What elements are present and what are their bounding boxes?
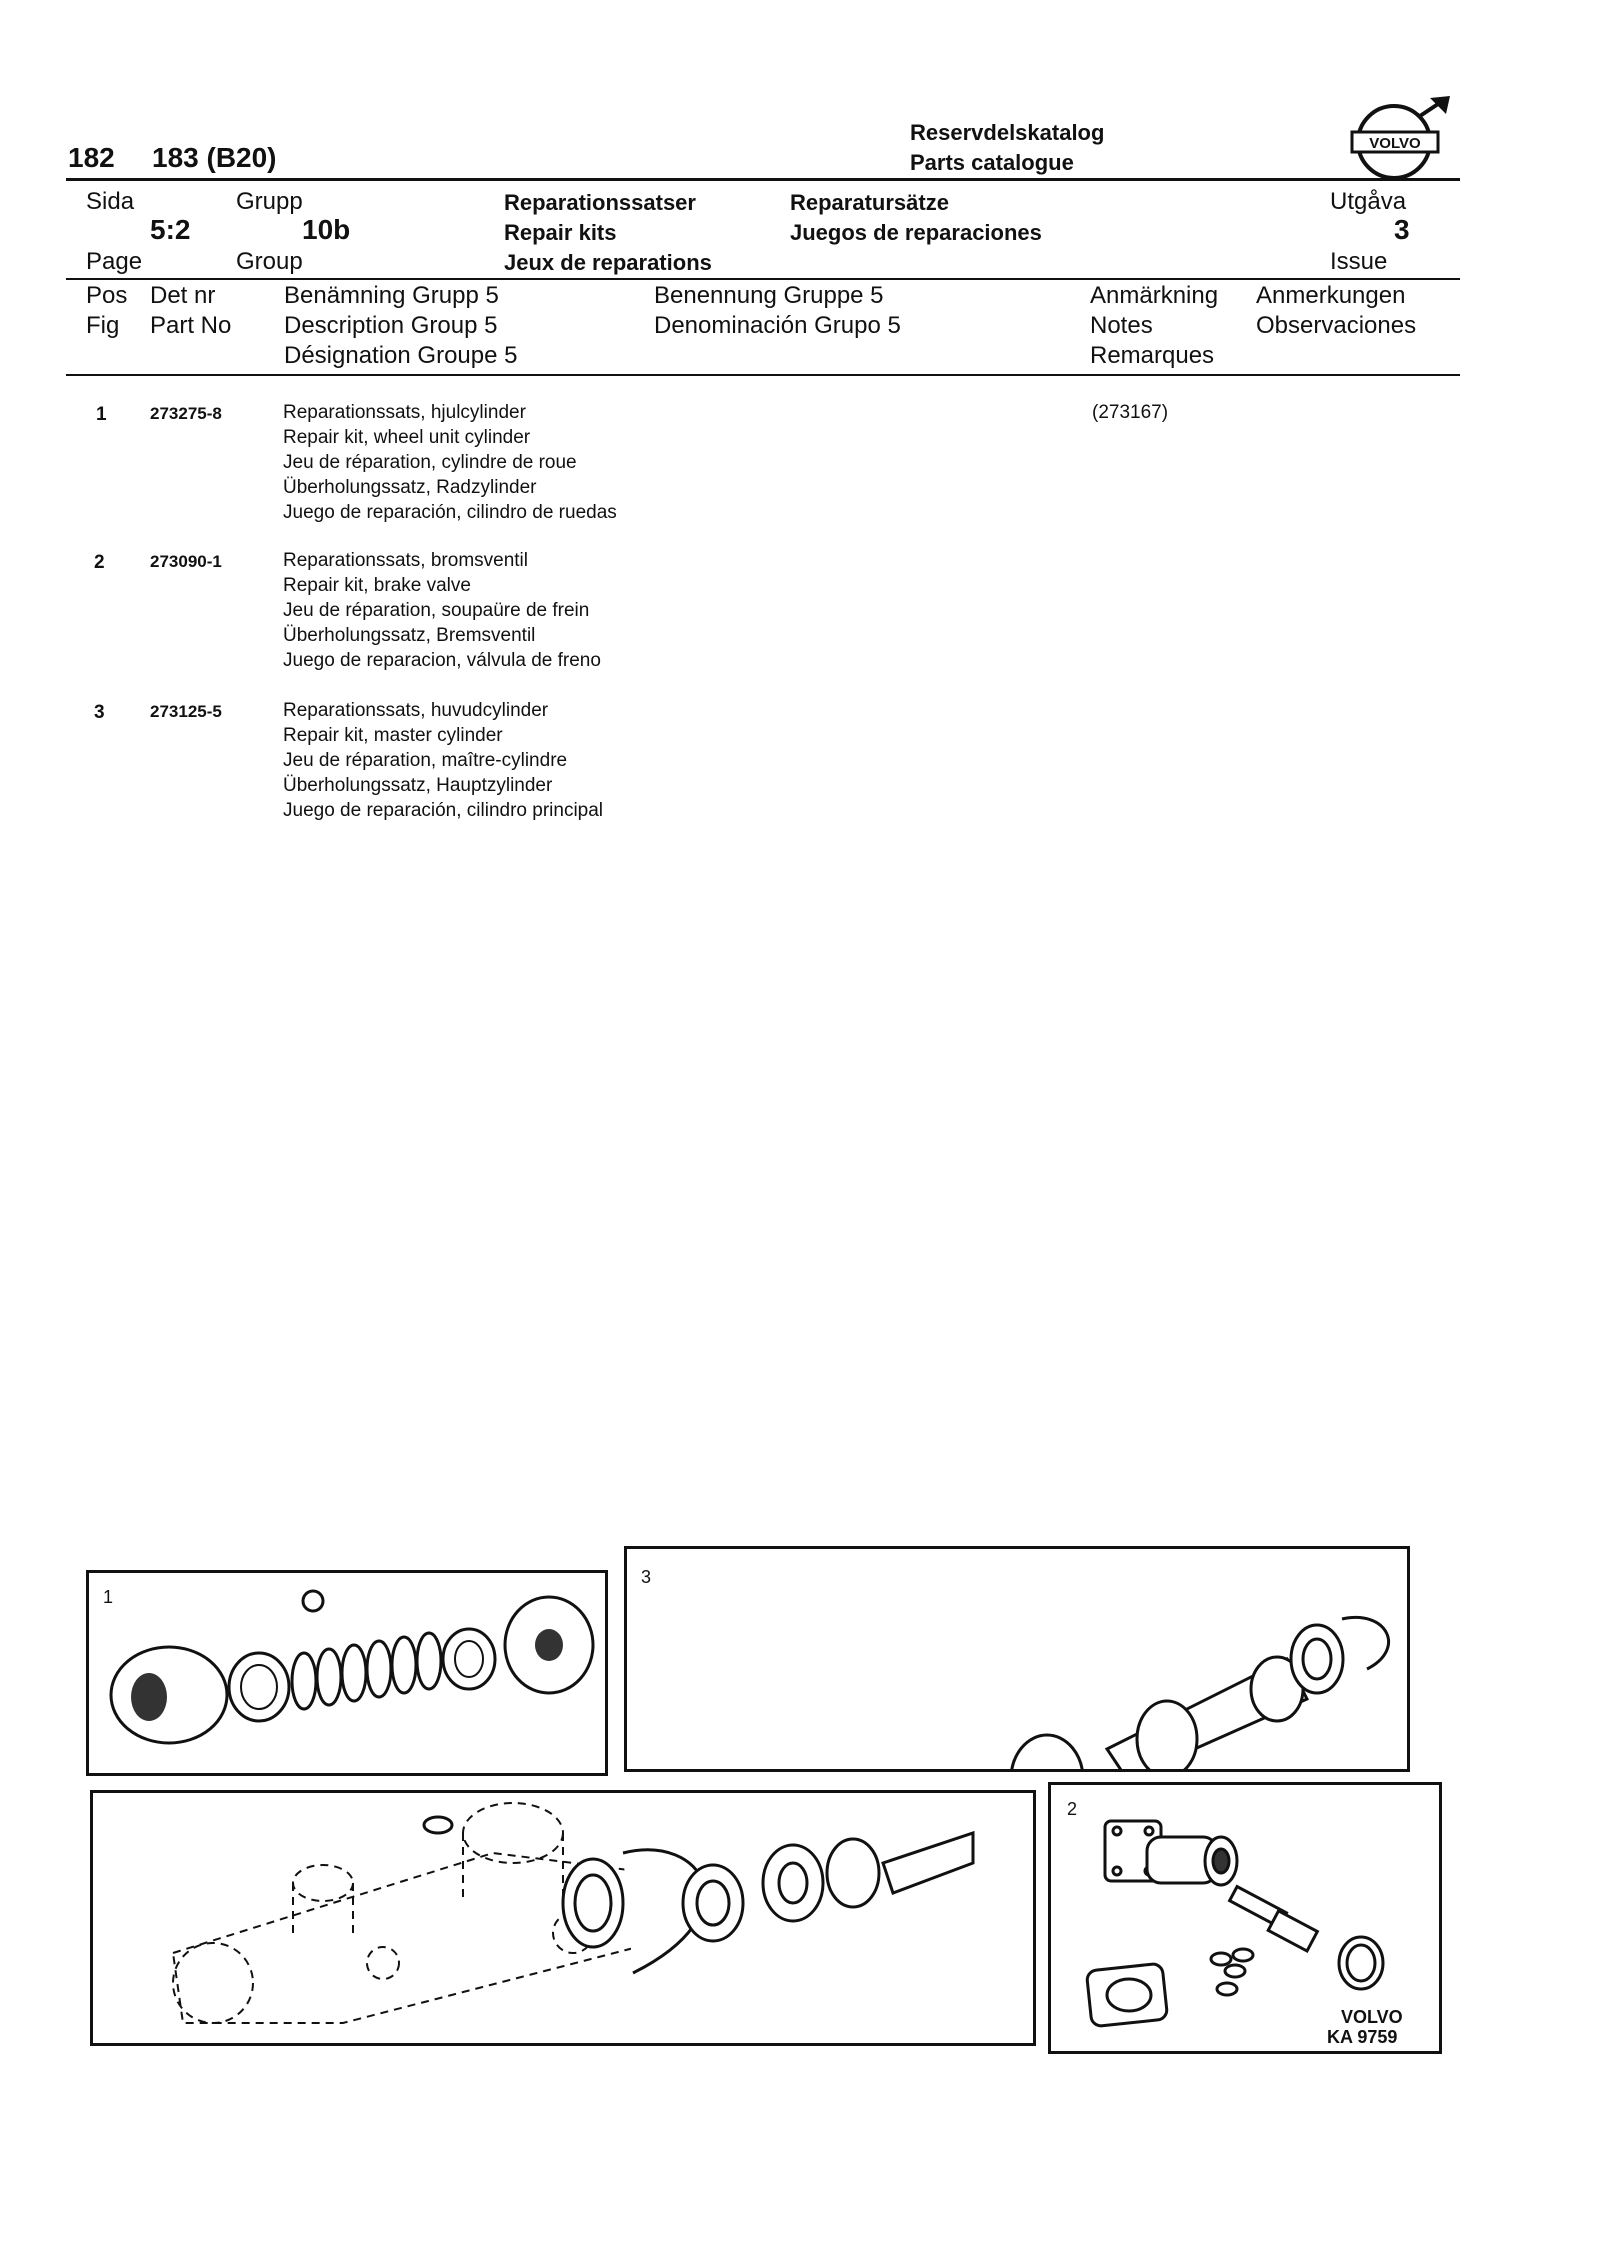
col-notes-de: Anmerkungen bbox=[1256, 282, 1406, 309]
model-number-primary: 182 bbox=[68, 142, 115, 173]
col-detnr: Det nr bbox=[150, 282, 216, 309]
figure-2-label: 2 bbox=[1067, 1799, 1078, 1819]
desc-line-es: Juego de reparación, cilindro principal bbox=[283, 800, 604, 821]
desc-line-sv: Reparationssats, hjulcylinder bbox=[283, 402, 526, 423]
col-pos: Pos bbox=[86, 282, 128, 309]
desc-line-es: Juego de reparación, cilindro de ruedas bbox=[283, 502, 617, 523]
columns-rule bbox=[66, 374, 1460, 376]
row-pos: 2 bbox=[94, 552, 105, 573]
col-desc-en: Description Group 5 bbox=[284, 312, 498, 339]
header-rule bbox=[66, 178, 1460, 181]
row-note: (273167) bbox=[1092, 402, 1169, 423]
wheel-cylinder-kit-drawing bbox=[89, 1573, 605, 1773]
row-pos: 3 bbox=[94, 702, 105, 723]
page-label-sv: Sida bbox=[86, 188, 135, 215]
row-part-no: 273275-8 bbox=[150, 404, 222, 423]
row-description bbox=[283, 400, 617, 525]
master-cylinder-body-drawing bbox=[93, 1793, 1033, 2043]
section-title-de: Reparatursätze bbox=[790, 190, 949, 215]
group-value: 10b bbox=[302, 214, 351, 245]
logo-text: VOLVO bbox=[1369, 135, 1421, 152]
master-cylinder-body-frame bbox=[90, 1790, 1036, 2046]
row-description bbox=[283, 698, 603, 823]
model-number-secondary: 183 (B20) bbox=[152, 142, 277, 173]
volvo-logo-icon bbox=[1346, 96, 1456, 186]
issue-label-en: Issue bbox=[1330, 248, 1388, 275]
figure-1-frame bbox=[86, 1570, 608, 1776]
meta-rule bbox=[66, 278, 1460, 280]
section-title-en: Repair kits bbox=[504, 220, 617, 245]
page-value: 5:2 bbox=[150, 214, 191, 245]
desc-line-es: Juego de reparacion, válvula de freno bbox=[283, 650, 601, 671]
col-desc-de: Benennung Gruppe 5 bbox=[654, 282, 884, 309]
desc-line-de: Überholungssatz, Bremsventil bbox=[283, 625, 536, 646]
col-notes-fr: Remarques bbox=[1090, 342, 1215, 369]
volvo-logo bbox=[1346, 96, 1456, 186]
col-notes-sv: Anmärkning bbox=[1090, 282, 1219, 309]
col-partno: Part No bbox=[150, 312, 232, 339]
desc-line-de: Überholungssatz, Hauptzylinder bbox=[283, 775, 553, 796]
drawing-ref: KA 9759 bbox=[1327, 2027, 1398, 2047]
master-cylinder-kit-drawing bbox=[627, 1549, 1407, 1769]
section-title-es: Juegos de reparaciones bbox=[790, 220, 1042, 245]
issue-label-sv: Utgåva bbox=[1330, 188, 1407, 215]
col-notes-en: Notes bbox=[1090, 312, 1153, 339]
desc-line-en: Repair kit, master cylinder bbox=[283, 725, 503, 746]
catalog-title-sv: Reservdelskatalog bbox=[910, 120, 1105, 145]
desc-line-fr: Jeu de réparation, soupaüre de frein bbox=[283, 600, 590, 621]
row-part-no: 273090-1 bbox=[150, 552, 222, 571]
figure-3-label: 3 bbox=[641, 1567, 652, 1587]
brand-mark: VOLVO bbox=[1341, 2007, 1403, 2027]
issue-value: 3 bbox=[1394, 214, 1410, 245]
section-title-fr: Jeux de reparations bbox=[504, 250, 712, 275]
row-part-no: 273125-5 bbox=[150, 702, 222, 721]
desc-line-sv: Reparationssats, bromsventil bbox=[283, 550, 528, 571]
col-desc-sv: Benämning Grupp 5 bbox=[284, 282, 499, 309]
figure-1-label: 1 bbox=[103, 1587, 114, 1607]
desc-line-en: Repair kit, wheel unit cylinder bbox=[283, 427, 531, 448]
desc-line-fr: Jeu de réparation, maître-cylindre bbox=[283, 750, 568, 771]
desc-line-sv: Reparationssats, huvudcylinder bbox=[283, 700, 549, 721]
row-description bbox=[283, 548, 601, 673]
col-notes-es: Observaciones bbox=[1256, 312, 1417, 339]
row-pos: 1 bbox=[96, 404, 107, 425]
catalog-title-en: Parts catalogue bbox=[910, 150, 1074, 175]
desc-line-de: Überholungssatz, Radzylinder bbox=[283, 477, 537, 498]
section-title-sv: Reparationssatser bbox=[504, 190, 696, 215]
col-desc-fr: Désignation Groupe 5 bbox=[284, 342, 518, 369]
col-desc-es: Denominación Grupo 5 bbox=[654, 312, 901, 339]
page-label-en: Page bbox=[86, 248, 143, 275]
figure-3-frame bbox=[624, 1546, 1410, 1772]
col-fig: Fig bbox=[86, 312, 120, 339]
desc-line-en: Repair kit, brake valve bbox=[283, 575, 471, 596]
group-label-sv: Grupp bbox=[236, 188, 303, 215]
group-label-en: Group bbox=[236, 248, 303, 275]
desc-line-fr: Jeu de réparation, cylindre de roue bbox=[283, 452, 577, 473]
figure-2-frame bbox=[1048, 1782, 1442, 2054]
